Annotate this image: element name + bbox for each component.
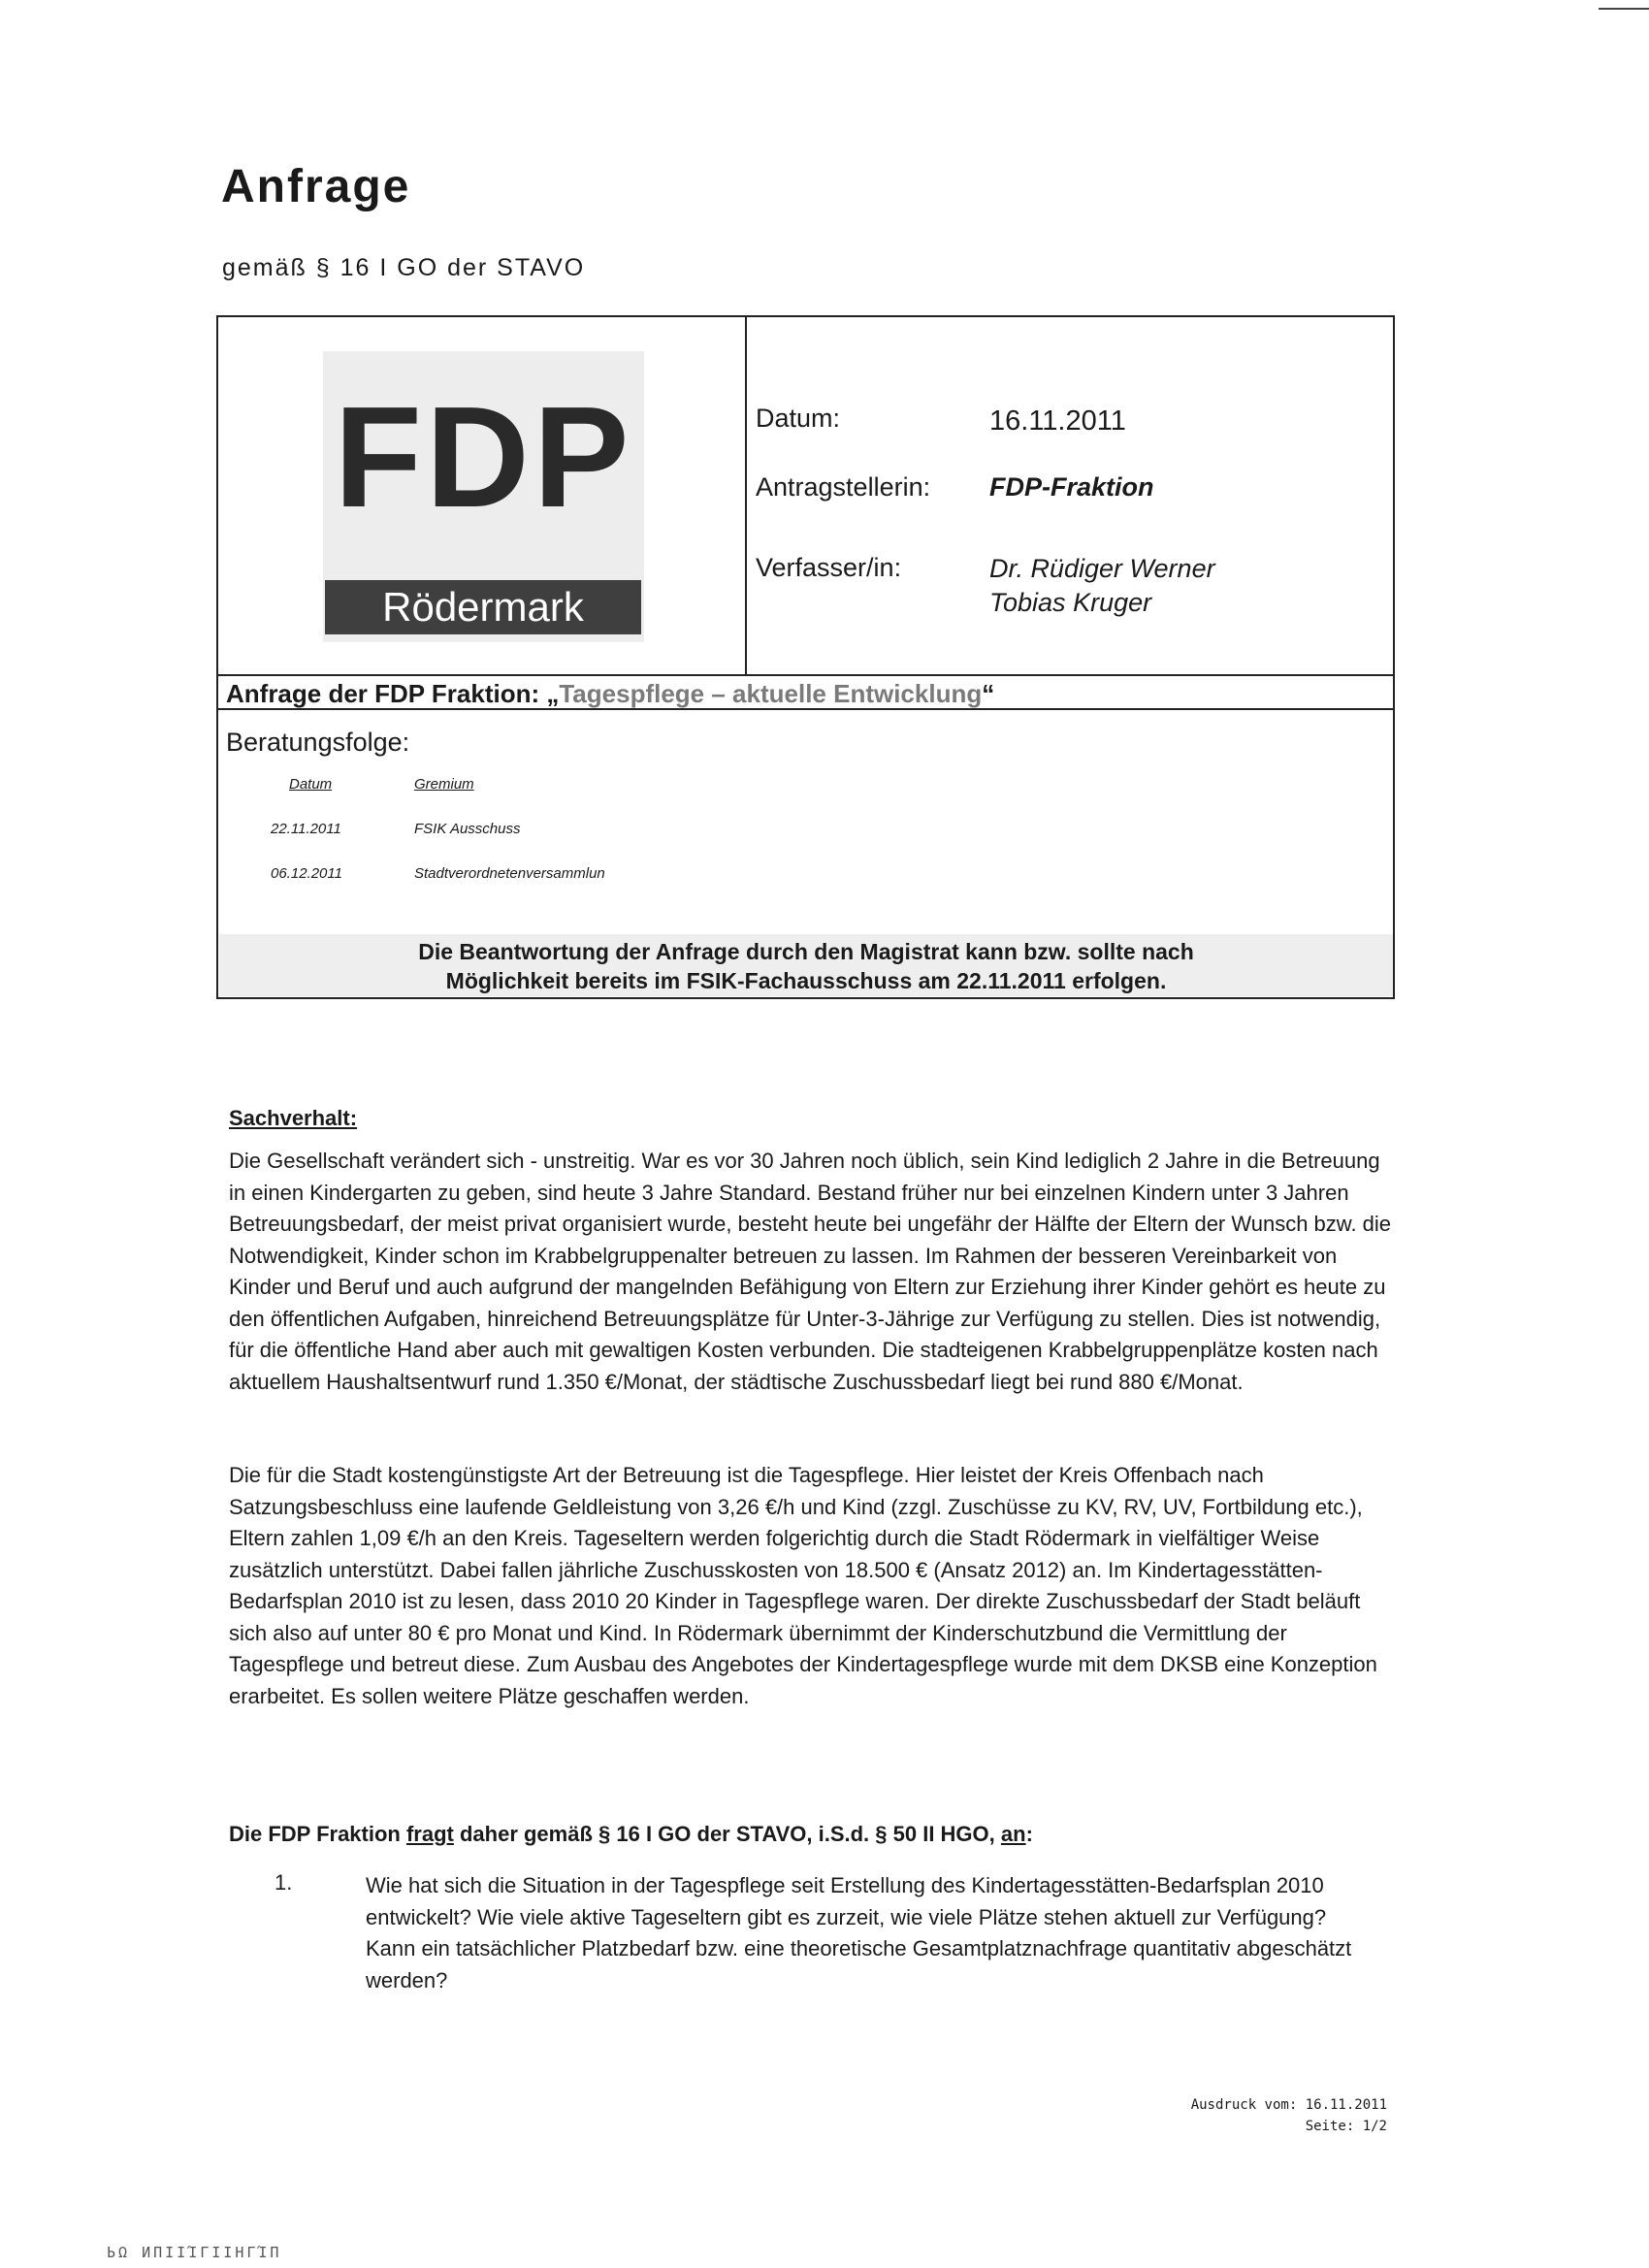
applicant-label: Antragstellerin: — [756, 472, 931, 502]
question-intro — [229, 1822, 1033, 1847]
document-title: Anfrage — [221, 161, 411, 212]
page-number: Seite: 1/2 — [1305, 2119, 1387, 2134]
paragraph: Die für die Stadt kostengünstigste Art der Betreuung ist die Tagespflege. Hier leistet der Kreis Offenbach nach Satzungsbeschluss eine laufende Geldleistung von 3,26 €/h und Kind (zzgl. Zuschüsse zu KV, RV, UV, Fortbildung etc.), Eltern zahlen 1,09 €/h an den Kreis. Tageseltern werden folgerichtig durch die Stadt Rödermark in vielfältiger Weise zusätzlich unterstützt. Dabei fallen jährliche Zuschusskosten von 18.500 € (Ansatz 2012) an. Im Kindertagesstätten-Bedarfsplan 2010 ist zu lesen, dass 2010 20 Kinder in Tagespflege waren. Der direkte Zuschussbedarf der Stadt beläuft sich also auf unter 80 € pro Monat und Kind. In Rödermark übernimmt der Kinderschutzbund die Vermittlung der Tagespflege und betreut diese. Zum Ausbau des Angebotes der Kindertagespflege wurde mit dem DKSB eine Konzeption erarbeitet. Es sollen weitere Plätze geschaffen werden. — [229, 1463, 1377, 1708]
question-text: Wie hat sich die Situation in der Tagespflege seit Erstellung des Kindertagesstätten-Bedarfsplan 2010 entwickelt? Wie viele aktive Tageseltern gibt es zurzeit, wie viele Plätze stehen aktuell zur Verfügung? Kann ein tatsächlicher Platzbedarf bzw. eine theoretische Gesamtplatznachfrage quantitativ abgeschätzt werden? — [366, 1873, 1352, 1993]
logo-city: Rödermark — [325, 580, 641, 634]
consultation-row-date: 22.11.2011 — [271, 821, 341, 837]
date-label: Datum: — [756, 404, 841, 433]
question-intro-text: an — [1000, 1822, 1026, 1846]
request-rule-top — [216, 674, 1395, 676]
request-prefix: Anfrage der FDP Fraktion: „ — [226, 679, 560, 708]
scan-edge-mark — [1599, 8, 1649, 10]
applicant-value: FDP-Fraktion — [989, 472, 1154, 502]
request-suffix: “ — [982, 679, 995, 708]
logo-party: FDP — [334, 377, 633, 537]
question-intro-text: fragt — [405, 1822, 454, 1846]
paragraph: Die Gesellschaft verändert sich - unstreitig. War es vor 30 Jahren noch üblich, sein Kind lediglich 2 Jahre in die Betreuung in einen Kindergarten zu geben, sind heute 3 Jahre Standard. Bestand früher nur bei einzelnen Kindern unter 3 Jahren Betreuungsbedarf, der meist privat organisiert wurde, besteht heute bei ungefähr der Hälfte der Eltern der Wunsch bzw. die Notwendigkeit, Kinder schon im Krabbelgruppenalter betreuen zu lassen. Im Rahmen der besseren Vereinbarkeit von Kinder und Beruf und auch aufgrund der mangelnden Befähigung von Eltern zur Erziehung ihrer Kinder gehört es heute zu den öffentlichen Aufgaben, hinreichend Betreuungsplätze für Unter-3-Jährige zur Verfügung zu stellen. Dies ist notwendig, für die öffentliche Hand aber auch mit gewaltigen Kosten verbunden. Die stadteigenen Krabbelgruppenplätze kosten nach aktuellem Haushaltsentwurf rund 1.350 €/Monat, der städtische Zuschussbedarf liegt bei rund 880 €/Monat. — [229, 1149, 1392, 1394]
question-number: 1. — [275, 1870, 293, 1895]
date-value: 16.11.2011 — [989, 405, 1126, 437]
section-heading: Sachverhalt: — [229, 1106, 358, 1130]
consultation-row-body: Stadtverordnetenversammlun — [414, 865, 605, 882]
print-date: Ausdruck vom: 16.11.2011 — [1190, 2097, 1387, 2113]
consultation-row-date: 06.12.2011 — [271, 865, 342, 882]
question-intro-text: : — [1025, 1822, 1033, 1846]
consultation-col-date: Datum — [289, 776, 333, 793]
author-2: Tobias Kruger — [989, 588, 1152, 617]
question-intro-text: Die FDP Fraktion — [229, 1822, 406, 1846]
answer-note-line: Die Beantwortung der Anfrage durch den Magistrat kann bzw. sollte nach — [418, 939, 1194, 964]
header-divider — [745, 315, 747, 676]
consultation-row-body: FSIK Ausschuss — [414, 821, 521, 837]
fdp-logo — [323, 351, 644, 642]
question-intro-text: daher gemäß § 16 I GO der STAVO, i.S.d. § 50 II HGO, — [453, 1822, 1001, 1846]
request-title — [226, 679, 994, 709]
author-1: Dr. Rüdiger Werner — [989, 554, 1215, 583]
answer-note — [219, 937, 1393, 995]
request-topic: Tagespflege – aktuelle Entwicklung — [559, 679, 983, 708]
document-subtitle: gemäß § 16 I GO der STAVO — [222, 254, 586, 281]
consultation-label: Beratungsfolge: — [226, 728, 410, 757]
answer-note-line: Möglichkeit bereits im FSIK-Fachausschuss am 22.11.2011 erfolgen. — [445, 968, 1167, 993]
consultation-col-body: Gremium — [414, 776, 474, 793]
authors-label: Verfasser/in: — [756, 553, 902, 582]
fax-header-strip: ЬΩ ИΠΙΙΊΓΙΙΗΓΊΠ — [107, 2244, 282, 2261]
